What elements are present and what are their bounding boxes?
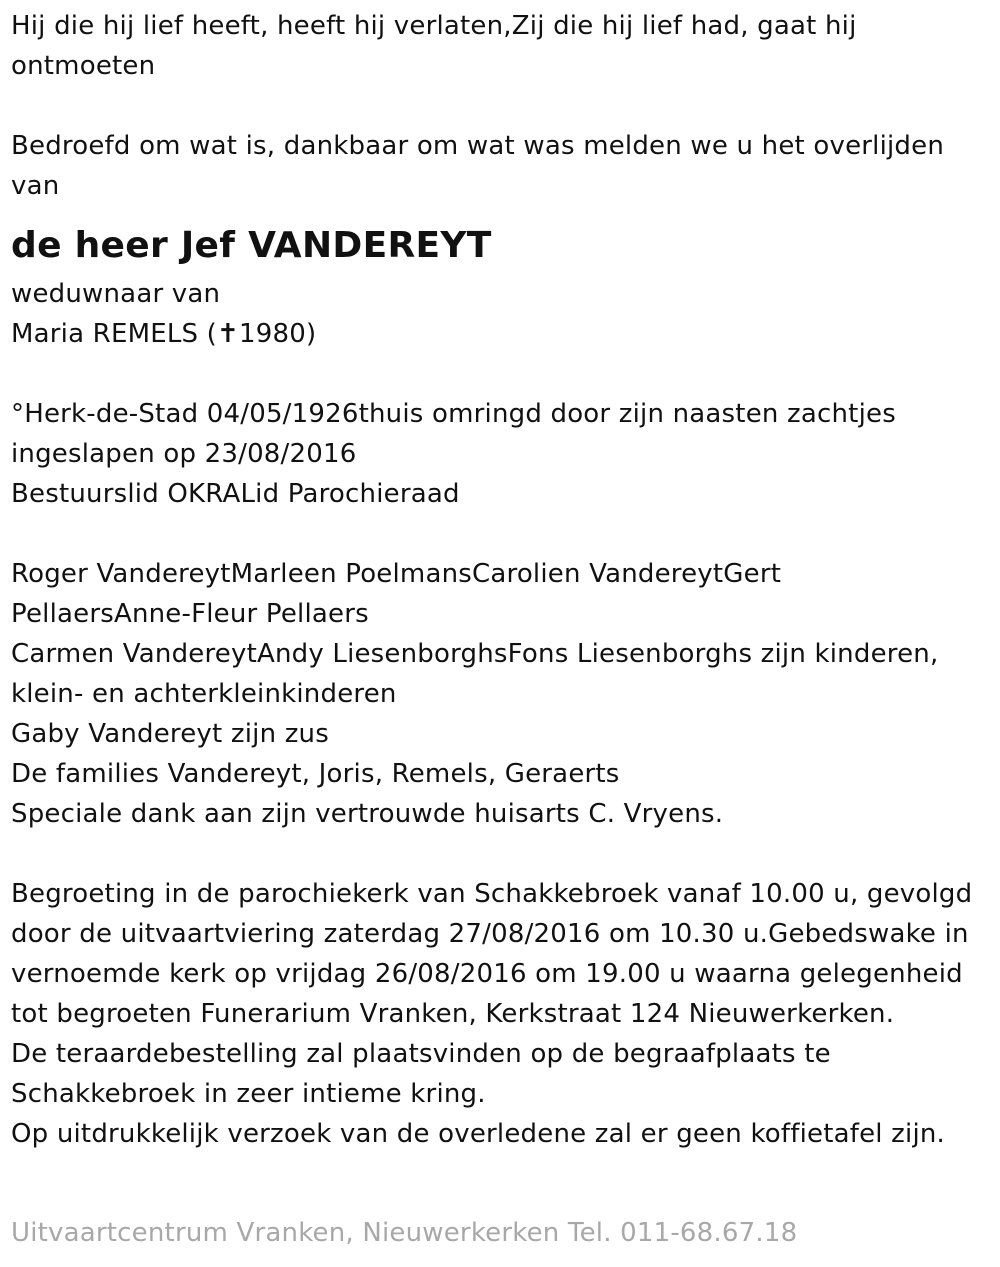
spacer xyxy=(11,86,986,126)
family-line: Roger VandereytMarleen PoelmansCarolien VandereytGert xyxy=(11,559,782,589)
family-line: PellaersAnne-Fleur Pellaers xyxy=(11,599,369,629)
obituary-notice xyxy=(11,6,986,1154)
family-line: Speciale dank aan zijn vertrouwde huisarts C. Vryens. xyxy=(11,799,724,829)
spacer xyxy=(11,514,986,554)
widower-relation: weduwnaar van xyxy=(11,279,221,309)
ceremony-line: door de uitvaartviering zaterdag 27/08/2016 om 10.30 u.Gebedswake in xyxy=(11,919,969,949)
family-line: De families Vandereyt, Joris, Remels, Geraerts xyxy=(11,759,620,789)
family-list xyxy=(11,554,986,834)
intro-quote xyxy=(11,6,986,86)
family-line: Carmen VandereytAndy LiesenborghsFons Liesenborghs zijn kinderen, xyxy=(11,639,939,669)
bio-line: ingeslapen op 23/08/2016 xyxy=(11,439,357,469)
announcement xyxy=(11,126,986,206)
ceremony-line: tot begroeten Funerarium Vranken, Kerkstraat 124 Nieuwerkerken. xyxy=(11,999,895,1029)
bio-line: °Herk-de-Stad 04/05/1926thuis omringd door zijn naasten zachtjes xyxy=(11,399,896,429)
ceremony-line: Schakkebroek in zeer intieme kring. xyxy=(11,1079,486,1109)
bio-line: Bestuurslid OKRALid Parochieraad xyxy=(11,479,460,509)
spacer xyxy=(11,834,986,874)
deceased-name: de heer Jef VANDEREYT xyxy=(11,225,492,266)
spacer xyxy=(11,354,986,394)
ceremony-line: Op uitdrukkelijk verzoek van de overledene zal er geen koffietafel zijn. xyxy=(11,1119,946,1149)
announcement-line: Bedroefd om wat is, dankbaar om wat was melden we u het overlijden xyxy=(11,131,945,161)
spouse-name: Maria REMELS (✝1980) xyxy=(11,319,317,349)
ceremony-line: Begroeting in de parochiekerk van Schakkebroek vanaf 10.00 u, gevolgd xyxy=(11,879,973,909)
announcement-line: van xyxy=(11,171,60,201)
family-line: Gaby Vandereyt zijn zus xyxy=(11,719,329,749)
family-line: klein- en achterkleinkinderen xyxy=(11,679,397,709)
quote-line: Hij die hij lief heeft, heeft hij verlaten,Zij die hij lief had, gaat hij xyxy=(11,11,857,41)
ceremony-line: vernoemde kerk op vrijdag 26/08/2016 om 19.00 u waarna gelegenheid xyxy=(11,959,963,989)
ceremony-details xyxy=(11,874,986,1154)
quote-line: ontmoeten xyxy=(11,51,156,81)
ceremony-line: De teraardebestelling zal plaatsvinden op de begraafplaats te xyxy=(11,1039,831,1069)
biography xyxy=(11,394,986,514)
funeral-home-footer: Uitvaartcentrum Vranken, Nieuwerkerken Tel. 011-68.67.18 xyxy=(11,1218,798,1248)
